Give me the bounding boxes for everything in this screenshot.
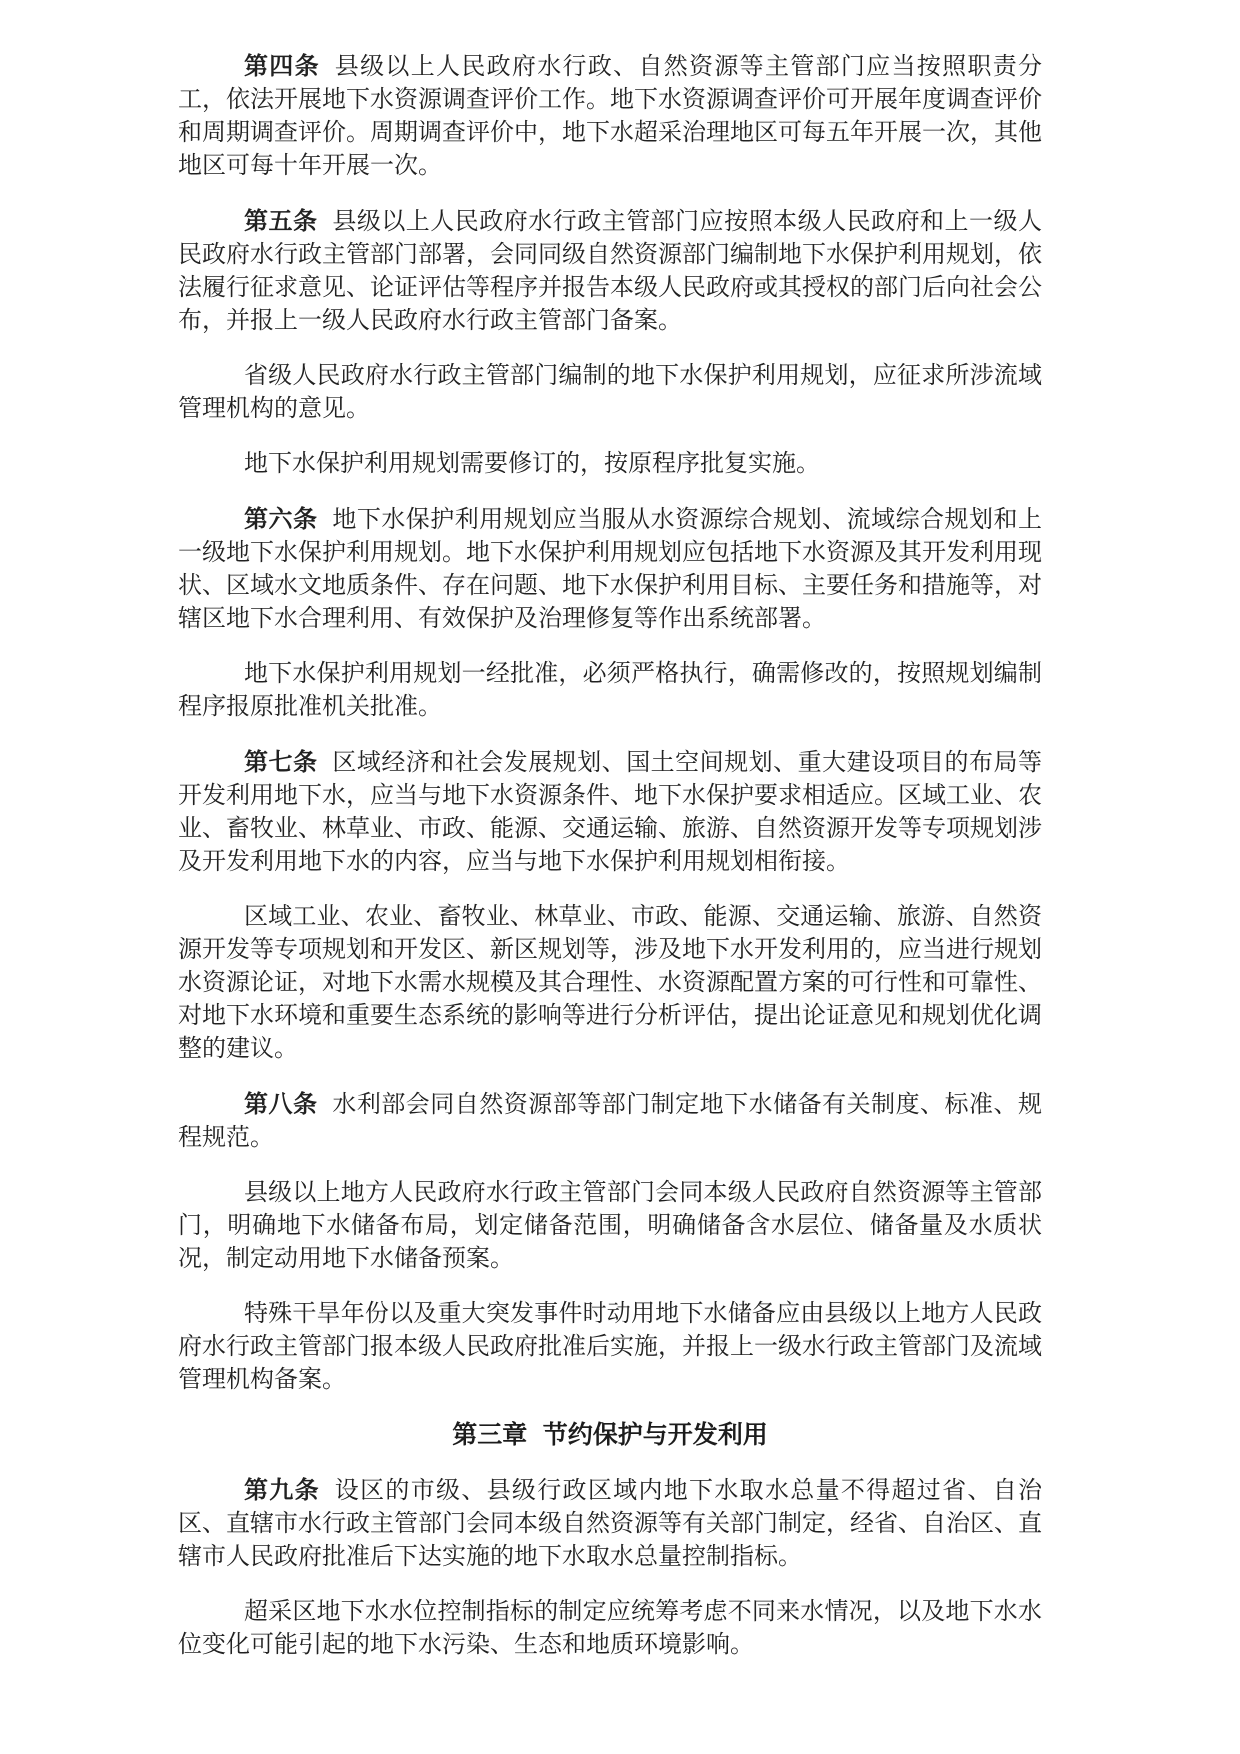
article-number: 第六条: [244, 506, 318, 533]
chapter-number: 第三章: [452, 1421, 528, 1449]
paragraph-text: 特殊干旱年份以及重大突发事件时动用地下水储备应由县级以上地方人民政府水行政主管部门报本级人民政府批准后实施，并报上一级水行政主管部门及流域管理机构备案。: [178, 1301, 1042, 1393]
paragraph-text: 地下水保护利用规划应当服从水资源综合规划、流域综合规划和上一级地下水保护利用规划。地下水保护利用规划应包括地下水资源及其开发利用现状、区域水文地质条件、存在问题、地下水保护利用目标、主要任务和措施等，对辖区地下水合理利用、有效保护及治理修复等作出系统部署。: [178, 507, 1043, 632]
body-paragraph: [178, 1298, 1042, 1397]
article-paragraph: [178, 746, 1042, 879]
article-paragraph: [178, 205, 1042, 338]
chapter-title: 节约保护与开发利用: [542, 1421, 768, 1449]
paragraph-text: 区域工业、农业、畜牧业、林草业、市政、能源、交通运输、旅游、自然资源开发等专项规划和开发区、新区规划等，涉及地下水开发利用的，应当进行规划水资源论证，对地下水需水规模及其合理性、水资源配置方案的可行性和可靠性、对地下水环境和重要生态系统的影响等进行分析评估，提出论证意见和规划优化调整的建议。: [178, 904, 1042, 1062]
paragraph-text: 县级以上地方人民政府水行政主管部门会同本级人民政府自然资源等主管部门，明确地下水储备布局，划定储备范围，明确储备含水层位、储备量及水质状况，制定动用地下水储备预案。: [178, 1180, 1042, 1272]
paragraph-text: 超采区地下水水位控制指标的制定应统筹考虑不同来水情况，以及地下水水位变化可能引起的地下水污染、生态和地质环境影响。: [178, 1599, 1042, 1658]
paragraph-text: 省级人民政府水行政主管部门编制的地下水保护利用规划，应征求所涉流域管理机构的意见。: [178, 363, 1042, 422]
article-paragraph: [178, 1474, 1042, 1574]
paragraph-text: 县级以上人民政府水行政、自然资源等主管部门应当按照职责分工，依法开展地下水资源调查评价工作。地下水资源调查评价可开展年度调查评价和周期调查评价。周期调查评价中，地下水超采治理地区可每五年开展一次，其他地区可每十年开展一次。: [178, 54, 1043, 179]
body-paragraph: [178, 658, 1042, 724]
body-paragraph: [178, 901, 1042, 1066]
document-content: [178, 50, 1042, 1684]
body-paragraph: [178, 360, 1042, 426]
article-paragraph: [178, 50, 1042, 183]
article-number: 第九条: [244, 1477, 320, 1504]
article-number: 第七条: [244, 749, 318, 776]
paragraph-text: 地下水保护利用规划一经批准，必须严格执行，确需修改的，按照规划编制程序报原批准机关批准。: [178, 661, 1042, 720]
paragraph-text: 区域经济和社会发展规划、国土空间规划、重大建设项目的布局等开发利用地下水，应当与地下水资源条件、地下水保护要求相适应。区域工业、农业、畜牧业、林草业、市政、能源、交通运输、旅游、自然资源开发等专项规划涉及开发利用地下水的内容，应当与地下水保护利用规划相衔接。: [178, 750, 1043, 875]
article-paragraph: [178, 503, 1042, 636]
article-number: 第四条: [244, 53, 320, 80]
paragraph-text: 水利部会同自然资源部等部门制定地下水储备有关制度、标准、规程规范。: [178, 1092, 1043, 1151]
body-paragraph: [178, 1596, 1042, 1662]
paragraph-text: 地下水保护利用规划需要修订的，按原程序批复实施。: [244, 451, 820, 477]
article-paragraph: [178, 1088, 1042, 1155]
article-number: 第五条: [244, 208, 318, 235]
paragraph-text: 县级以上人民政府水行政主管部门应按照本级人民政府和上一级人民政府水行政主管部门部署，会同同级自然资源部门编制地下水保护利用规划，依法履行征求意见、论证评估等程序并报告本级人民政府或其授权的部门后向社会公布，并报上一级人民政府水行政主管部门备案。: [178, 209, 1043, 334]
body-paragraph: [178, 448, 1042, 481]
paragraph-text: 设区的市级、县级行政区域内地下水取水总量不得超过省、自治区、直辖市水行政主管部门会同本级自然资源等有关部门制定，经省、自治区、直辖市人民政府批准后下达实施的地下水取水总量控制指标。: [178, 1478, 1043, 1570]
article-number: 第八条: [244, 1091, 318, 1118]
body-paragraph: [178, 1177, 1042, 1276]
chapter-heading: [178, 1419, 1042, 1452]
